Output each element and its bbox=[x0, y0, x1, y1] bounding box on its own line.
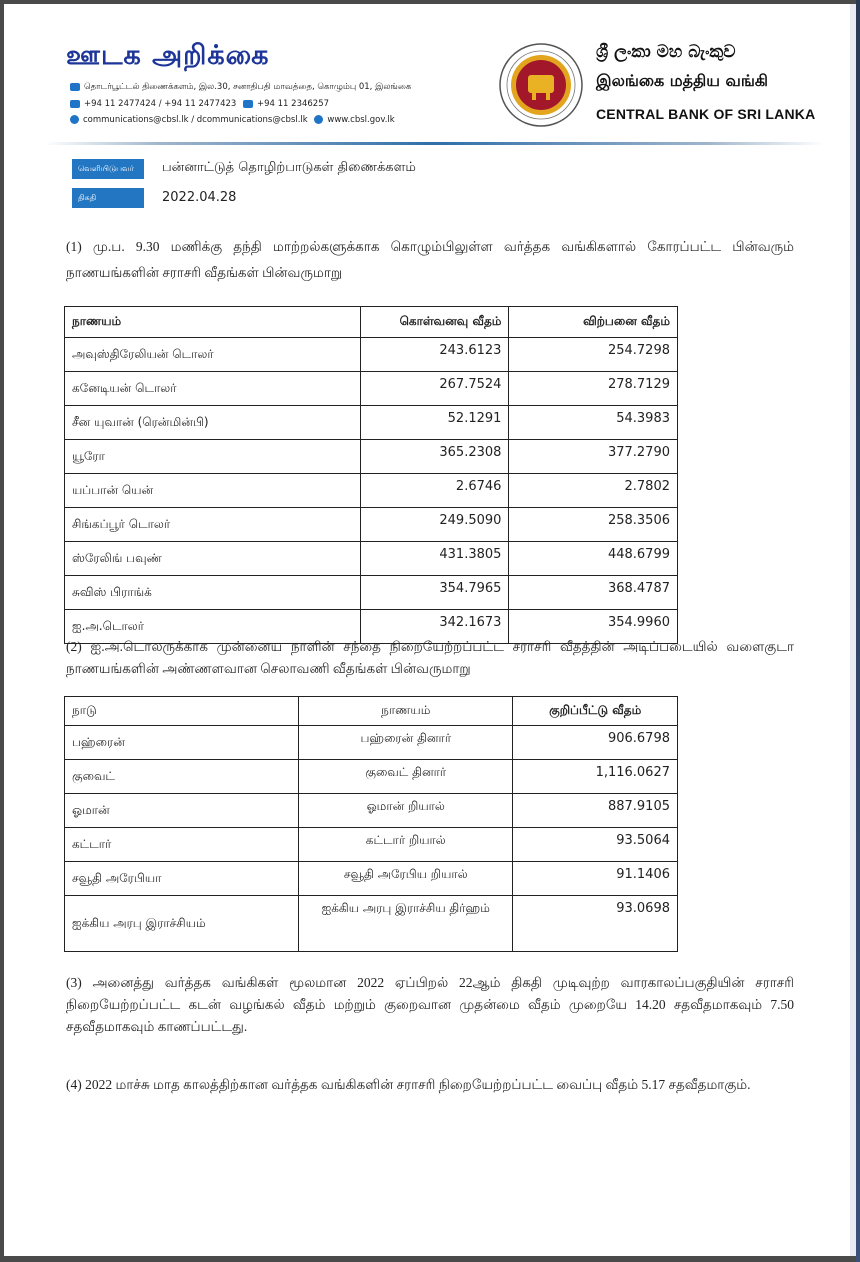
email-link[interactable]: communications@cbsl.lk / dcommunications@cbsl.lk bbox=[83, 115, 308, 125]
selling-rate: 254.7298 bbox=[509, 338, 678, 372]
indicative-rate: 91.1406 bbox=[513, 862, 678, 896]
table-row bbox=[65, 338, 678, 372]
table-row bbox=[65, 440, 678, 474]
fax-icon bbox=[243, 100, 253, 108]
buying-rate: 342.1673 bbox=[361, 610, 509, 644]
globe-icon bbox=[314, 115, 323, 124]
indicative-rate: 887.9105 bbox=[513, 794, 678, 828]
currency-name: ஐக்கிய அரபு இராச்சிய திர்ஹம் bbox=[299, 896, 513, 952]
buying-rate: 249.5090 bbox=[361, 508, 509, 542]
currency-name: ஐ.அ.டொலர் bbox=[65, 610, 361, 644]
currency-name: குவைட் தினார் bbox=[299, 760, 513, 794]
indicative-rate: 906.6798 bbox=[513, 726, 678, 760]
buying-rate: 267.7524 bbox=[361, 372, 509, 406]
header-indicative-rate: குறிப்பீட்டு வீதம் bbox=[513, 697, 678, 726]
section-3-text: (3) அனைத்து வர்த்தக வங்கிகள் மூலமான 2022 ஏப்பிறல் 22ஆம் திகதி முடிவுற்ற வாரகாலப்பகுதியின் சராசரி நிறையேற்றப்பட்ட கடன் வழங்கல் வீதம் மற்றும் குறைவான முதன்மை வீதம் முறையே 14.20 சதவீதமாகவும் 7.50 சதவீதமாகவும் காணப்பட்டது. bbox=[66, 975, 794, 1034]
currency-name: சிங்கப்பூர் டொலர் bbox=[65, 508, 361, 542]
country-name: ஓமான் bbox=[65, 794, 299, 828]
selling-rate: 448.6799 bbox=[509, 542, 678, 576]
currency-name: ஓமான் றியால் bbox=[299, 794, 513, 828]
selling-rate: 2.7802 bbox=[509, 474, 678, 508]
selling-rate: 54.3983 bbox=[509, 406, 678, 440]
table-row bbox=[65, 542, 678, 576]
header-divider bbox=[44, 142, 824, 145]
table-row bbox=[65, 862, 678, 896]
header-country: நாடு bbox=[65, 697, 299, 726]
bank-name-sinhala: ශ්‍රී ලංකා මහ බැංකුව bbox=[596, 42, 736, 62]
bank-name-english: CENTRAL BANK OF SRI LANKA bbox=[596, 106, 816, 122]
selling-rate: 258.3506 bbox=[509, 508, 678, 542]
currency-name: யப்பான் யென் bbox=[65, 474, 361, 508]
currency-name: சவூதி அரேபிய றியால் bbox=[299, 862, 513, 896]
exchange-rates-table bbox=[64, 306, 678, 644]
fax-text: +94 11 2346257 bbox=[257, 99, 330, 109]
header-selling-rate: விற்பனை வீதம் bbox=[509, 307, 678, 338]
window-edge bbox=[856, 0, 860, 1262]
press-release-title: ஊடக அறிக்கை bbox=[66, 40, 270, 71]
currency-name: சுவிஸ் பிராங்க் bbox=[65, 576, 361, 610]
date-label: திகதி bbox=[72, 188, 144, 208]
at-icon bbox=[70, 115, 79, 124]
country-name: சவூதி அரேபியா bbox=[65, 862, 299, 896]
table-row bbox=[65, 474, 678, 508]
indicative-rate: 93.5064 bbox=[513, 828, 678, 862]
document-page bbox=[4, 4, 856, 1256]
contact-address bbox=[70, 82, 411, 93]
section-4-text: (4) 2022 மாச்சு மாத காலத்திற்கான வர்த்தக வங்கிகளின் சராசரி நிறையேற்றப்பட்ட வைப்பு வீதம் 5.17 சதவீதமாகும். bbox=[66, 1077, 751, 1092]
table-row bbox=[65, 726, 678, 760]
table-header-row bbox=[65, 307, 678, 338]
header-buying-rate: கொள்வனவு வீதம் bbox=[361, 307, 509, 338]
table-header-row bbox=[65, 697, 678, 726]
currency-name: ஸ்ரேலிங் பவுண் bbox=[65, 542, 361, 576]
country-name: குவைட் bbox=[65, 760, 299, 794]
selling-rate: 368.4787 bbox=[509, 576, 678, 610]
phone-text: +94 11 2477424 / +94 11 2477423 bbox=[84, 99, 237, 109]
envelope-icon bbox=[70, 83, 80, 91]
table-row bbox=[65, 372, 678, 406]
buying-rate: 243.6123 bbox=[361, 338, 509, 372]
contact-email bbox=[70, 115, 395, 125]
buying-rate: 431.3805 bbox=[361, 542, 509, 576]
issued-by-label: வெளியிடுபவர் bbox=[72, 159, 144, 179]
currency-name: யூரோ bbox=[65, 440, 361, 474]
table-row bbox=[65, 896, 678, 952]
buying-rate: 52.1291 bbox=[361, 406, 509, 440]
table-row bbox=[65, 760, 678, 794]
website-link[interactable]: www.cbsl.gov.lk bbox=[327, 115, 395, 125]
country-name: ஐக்கிய அரபு இராச்சியம் bbox=[65, 896, 299, 952]
table-row bbox=[65, 406, 678, 440]
contact-phone bbox=[70, 99, 329, 109]
buying-rate: 2.6746 bbox=[361, 474, 509, 508]
buying-rate: 365.2308 bbox=[361, 440, 509, 474]
table-row bbox=[65, 828, 678, 862]
gulf-rates-table bbox=[64, 696, 678, 952]
currency-name: கட்டார் றியால் bbox=[299, 828, 513, 862]
table-row bbox=[65, 794, 678, 828]
phone-icon bbox=[70, 100, 80, 108]
section-1-text: (1) மு.ப. 9.30 மணிக்கு தந்தி மாற்றல்களுக்காக கொழும்பிலுள்ள வர்த்தக வங்கிகளால் கோரப்பட்ட பின்வரும் நாணயங்களின் சராசரி வீதங்கள் பின்வருமாறு bbox=[66, 239, 794, 280]
header-currency: நாணயம் bbox=[65, 307, 361, 338]
table-row bbox=[65, 576, 678, 610]
country-name: கட்டார் bbox=[65, 828, 299, 862]
currency-name: அவுஸ்திரேலியன் டொலர் bbox=[65, 338, 361, 372]
address-text: தொடர்பூட்டல் திணைக்களம், இல.30, சனாதிபதி மாவத்தை, கொழும்பு 01, இலங்கை bbox=[84, 82, 412, 92]
table-row bbox=[65, 508, 678, 542]
currency-name: பஹ்ரைன் தினார் bbox=[299, 726, 513, 760]
buying-rate: 354.7965 bbox=[361, 576, 509, 610]
selling-rate: 377.2790 bbox=[509, 440, 678, 474]
indicative-rate: 1,116.0627 bbox=[513, 760, 678, 794]
currency-name: சீன யுவான் (ரென்மின்பி) bbox=[65, 406, 361, 440]
section-2-text: (2) ஐ.அ.டொலருக்காக முன்னைய நாளின் சந்தை நிறையேற்றப்பட்ட சராசரி வீதத்தின் அடிப்படையில் வளைகுடா நாணயங்களின் அண்ணளவான செலாவணி வீதங்கள் பின்வருமாறு bbox=[66, 639, 794, 676]
header-currency: நாணயம் bbox=[299, 697, 513, 726]
indicative-rate: 93.0698 bbox=[513, 896, 678, 952]
bank-name-tamil: இலங்கை மத்திய வங்கி bbox=[596, 71, 768, 90]
issued-by-value: பன்னாட்டுத் தொழிற்பாடுகள் திணைக்களம் bbox=[162, 160, 416, 175]
country-name: பஹ்ரைன் bbox=[65, 726, 299, 760]
selling-rate: 354.9960 bbox=[509, 610, 678, 644]
currency-name: கனேடியன் டொலர் bbox=[65, 372, 361, 406]
selling-rate: 278.7129 bbox=[509, 372, 678, 406]
date-value: 2022.04.28 bbox=[162, 190, 237, 205]
cbsl-seal-logo bbox=[498, 42, 584, 128]
